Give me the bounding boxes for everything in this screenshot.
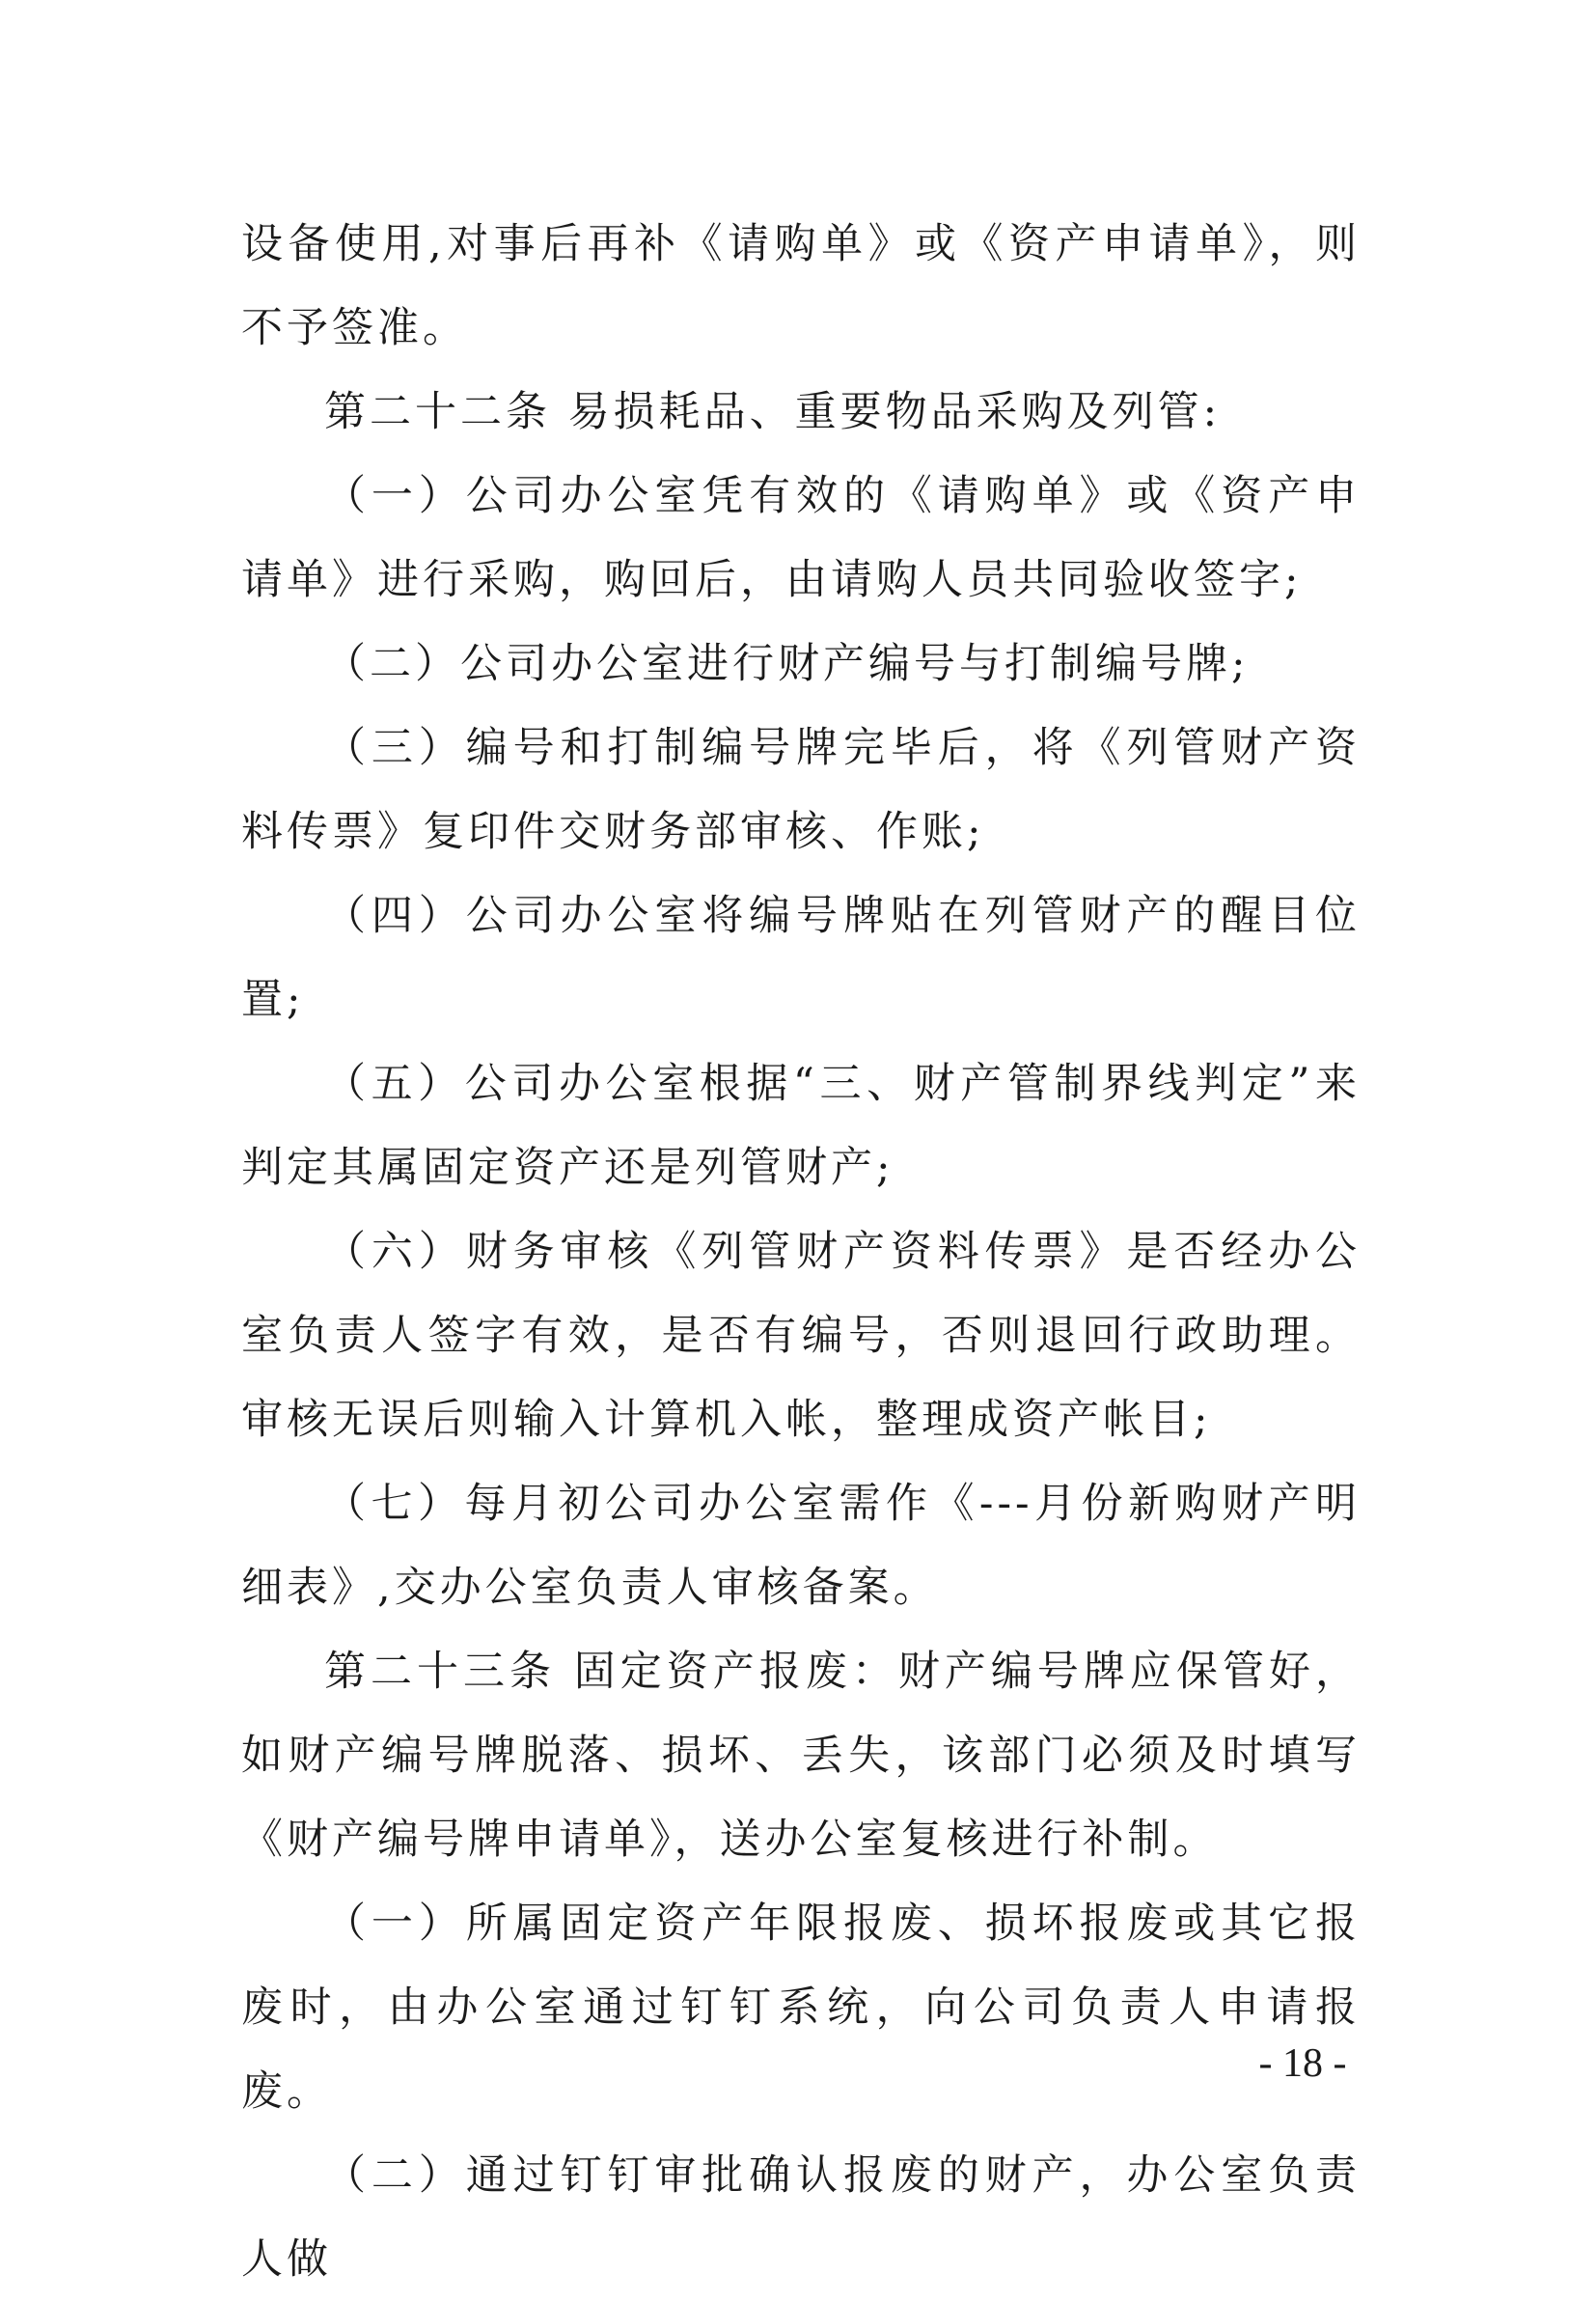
paragraph: （三）编号和打制编号牌完毕后，将《列管财产资料传票》复印件交财务部审核、作账; bbox=[241, 724, 1361, 856]
paragraph: 设备使用,对事后再补《请购单》或《资产申请单》，则不予签准。 bbox=[241, 220, 1361, 352]
article-heading: 第二十三条 固定资产报废：财产编号牌应保管好，如财产编号牌脱落、损坏、丢失，该部门必须及时填写《财产编号牌申请单》，送办公室复核进行补制。 bbox=[241, 1648, 1361, 1864]
paragraph: （一）所属固定资产年限报废、损坏报废或其它报废时，由办公室通过钉钉系统，向公司负责人申请报废。 bbox=[241, 1900, 1361, 2116]
article-heading: 第二十二条 易损耗品、重要物品采购及列管: bbox=[324, 388, 1222, 436]
paragraph: （五）公司办公室根据“三、财产管制界线判定”来判定其属固定资产还是列管财产; bbox=[241, 1060, 1361, 1192]
page-number: - 18 - bbox=[1258, 2041, 1347, 2086]
body-text bbox=[241, 203, 1361, 2302]
paragraph: （一）公司办公室凭有效的《请购单》或《资产申请单》进行采购，购回后，由请购人员共同验收签字; bbox=[241, 472, 1361, 604]
paragraph: （二）公司办公室进行财产编号与打制编号牌; bbox=[324, 640, 1250, 688]
paragraph: （六）财务审核《列管财产资料传票》是否经办公室负责人签字有效，是否有编号，否则退回行政助理。审核无误后则输入计算机入帐，整理成资产帐目; bbox=[241, 1228, 1361, 1444]
paragraph: （七）每月初公司办公室需作《---月份新购财产明细表》,交办公室负责人审核备案。 bbox=[241, 1480, 1361, 1612]
paragraph: （四）公司办公室将编号牌贴在列管财产的醒目位置; bbox=[241, 892, 1361, 1024]
paragraph: （二）通过钉钉审批确认报废的财产，办公室负责人做 bbox=[241, 2151, 1361, 2284]
